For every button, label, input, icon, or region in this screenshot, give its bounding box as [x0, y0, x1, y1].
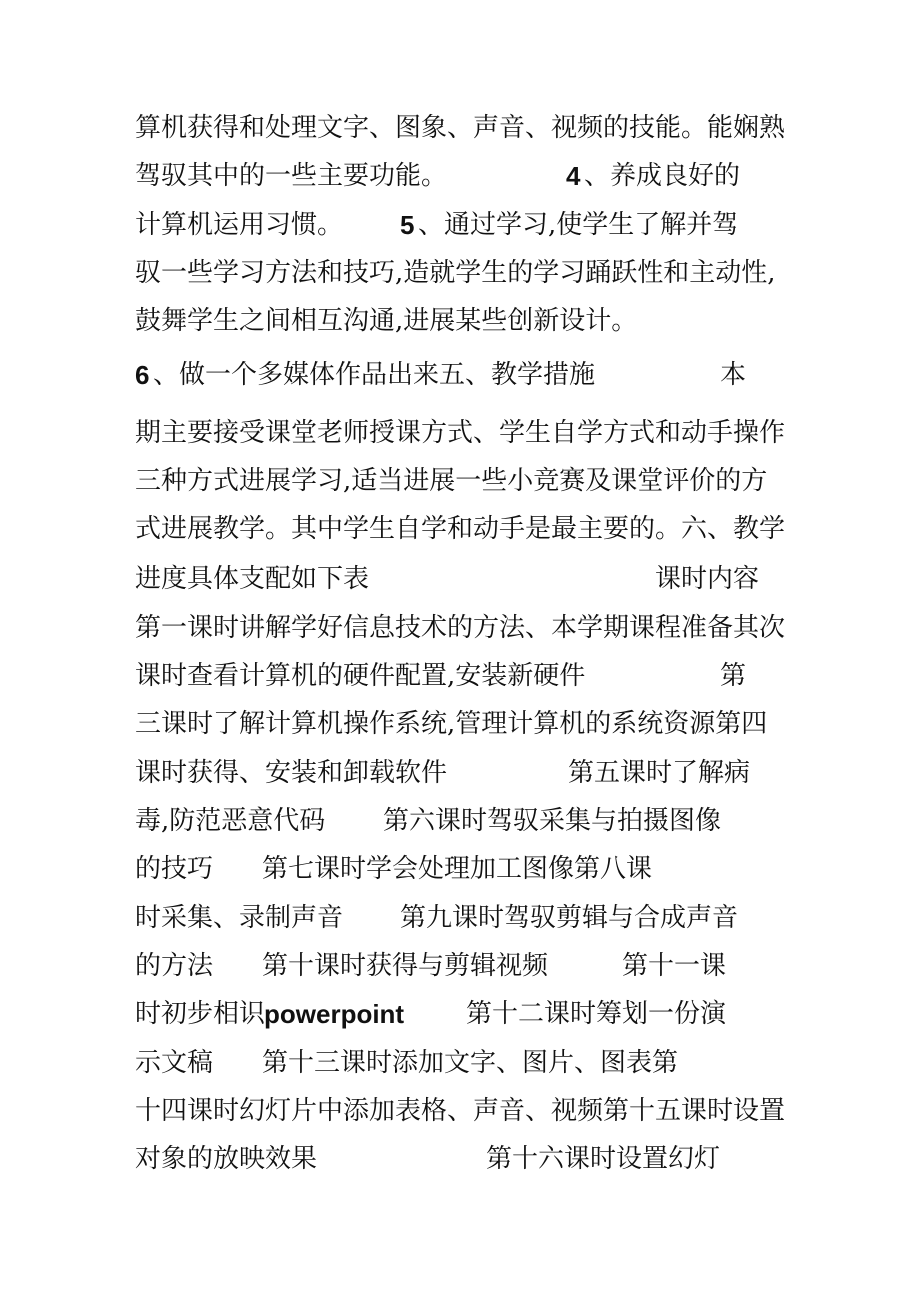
text-segment: 第十一课	[622, 951, 727, 981]
text-segment: 课时内容	[655, 564, 760, 594]
text-segment: 式进展教学。其中学生自学和动手是最主要的。六、教学	[135, 514, 786, 544]
text-segment: 的方法	[135, 951, 214, 981]
text-segment: 第十六课时设置幻灯	[486, 1144, 721, 1174]
text-segment: 时采集、录制声音	[135, 903, 344, 933]
text-segment: 第九课时驾驭剪辑与合成声音	[400, 903, 739, 933]
text-segment: 三课时了解计算机操作系统,管理计算机的系统资源第四	[135, 709, 768, 739]
english-term: powerpoint	[264, 999, 405, 1029]
text-segment: 第	[720, 661, 747, 691]
text-segment: 期主要接受课堂老师授课方式、学生自学方式和动手操作	[135, 418, 786, 448]
text-segment: 课时获得、安装和卸载软件	[135, 758, 448, 788]
text-segment: 第五课时了解病	[568, 758, 751, 788]
text-segment: 进度具体支配如下表	[135, 564, 370, 594]
text-segment: 算机获得和处理文字、图象、声音、视频的技能。能娴熟	[135, 113, 786, 143]
text-segment: 第七课时学会处理加工图像第八课	[262, 854, 653, 884]
text-segment: 十四课时幻灯片中添加表格、声音、视频第十五课时设置	[135, 1096, 786, 1126]
text-segment: 驭一些学习方法和技巧,造就学生的学习踊跃性和主动性,	[135, 258, 776, 288]
text-segment: 本	[720, 360, 747, 390]
list-number: 4	[566, 161, 581, 191]
text-segment: 第六课时驾驭采集与拍摄图像	[383, 806, 722, 836]
list-number: 6	[135, 360, 150, 390]
text-segment: 的技巧	[135, 854, 214, 884]
text-segment: 第一课时讲解学好信息技术的方法、本学期课程准备其次	[135, 613, 786, 643]
text-segment: 、养成良好的	[584, 161, 741, 191]
list-number: 5	[400, 210, 415, 240]
text-segment: 第十三课时添加文字、图片、图表第	[262, 1048, 679, 1078]
text-segment: 示文稿	[135, 1048, 214, 1078]
text-segment: 驾驭其中的一些主要功能。	[135, 161, 448, 191]
text-segment: 三种方式进展学习,适当进展一些小竞赛及课堂评价的方	[135, 466, 768, 496]
text-segment: 计算机运用习惯。	[135, 210, 344, 240]
text-segment: 第十二课时筹划一份演	[466, 999, 727, 1029]
text-segment: 第十课时获得与剪辑视频	[262, 951, 549, 981]
text-segment: 对象的放映效果	[135, 1144, 318, 1174]
text-segment: 鼓舞学生之间相互沟通,进展某些创新设计。	[135, 306, 638, 336]
text-segment: 、做一个多媒体作品出来五、教学措施	[153, 360, 596, 390]
text-segment: 毒,防范恶意代码	[135, 806, 326, 836]
text-segment: 、通过学习,使学生了解并驾	[418, 210, 739, 240]
text-segment: 时初步相识	[135, 999, 266, 1029]
text-segment: 课时查看计算机的硬件配置,安装新硬件	[135, 661, 586, 691]
